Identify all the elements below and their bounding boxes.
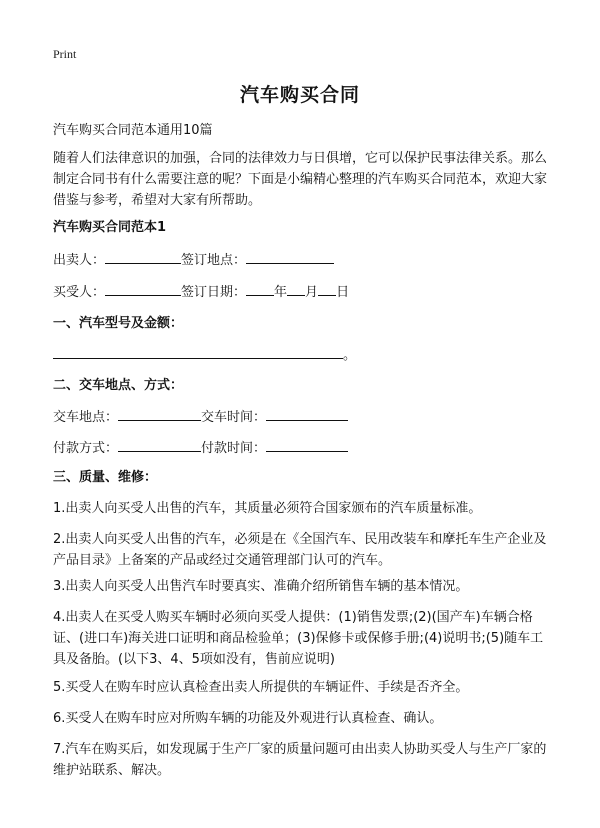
payment-time-blank[interactable] (266, 437, 348, 452)
sample-heading: 汽车购买合同范本1 (53, 220, 167, 235)
seller-row (53, 249, 553, 271)
payment-row (53, 437, 553, 459)
buyer-blank[interactable] (105, 281, 181, 296)
year-blank[interactable] (246, 281, 274, 296)
payment-method-blank[interactable] (118, 437, 201, 452)
list-item: 5.买受人在购车时应认真检查出卖人所提供的车辆证件、手续是否齐全。 (53, 680, 469, 695)
year-label: 年 (274, 285, 288, 300)
list-item: 4.出卖人在买受人购买车辆时必须向买受人提供：(1)销售发票;(2)(国产车)车辆合格证、(进口车)海关进口证明和商品检验单；(3)保修卡或保修手册;(4)说明书;(5)随车工具及备胎。(以下3、4、5项如没有，售前应说明) (53, 610, 544, 667)
doc-subtitle: 汽车购买合同范本通用10篇 (53, 123, 213, 138)
month-blank[interactable] (287, 281, 305, 296)
day-label: 日 (336, 285, 350, 300)
model-amount-blank[interactable] (53, 344, 343, 359)
seller-blank[interactable] (105, 249, 181, 264)
day-blank[interactable] (318, 281, 336, 296)
delivery-place-label: 交车地点： (53, 410, 119, 425)
sign-date-label: 签订日期： (181, 285, 247, 300)
list-item: 7.汽车在购买后，如发现属于生产厂家的质量问题可由出卖人协助买受人与生产厂家的维护站联系、解决。 (53, 742, 547, 778)
page-title: 汽车购买合同 (239, 84, 360, 106)
buyer-row (53, 281, 553, 303)
section-1-heading: 一、汽车型号及金额： (53, 316, 184, 331)
model-amount-row (53, 344, 553, 366)
delivery-time-label: 交车时间： (201, 410, 267, 425)
delivery-time-blank[interactable] (266, 406, 348, 421)
section-2-heading: 二、交车地点、方式： (53, 378, 184, 393)
list-item: 2.出卖人向买受人出售的汽车，必须是在《全国汽车、民用改装车和摩托车生产企业及产品目录》上备案的产品或经过交通管理部门认可的汽车。 (53, 532, 547, 568)
delivery-place-blank[interactable] (118, 406, 201, 421)
print-link[interactable]: Print (53, 47, 77, 61)
period: 。 (343, 348, 357, 363)
list-item: 6.买受人在购车时应对所购车辆的功能及外观进行认真检查、确认。 (53, 711, 443, 726)
seller-label: 出卖人： (53, 253, 106, 268)
list-item: 3.出卖人向买受人出售汽车时要真实、准确介绍所销售车辆的基本情况。 (53, 579, 469, 594)
month-label: 月 (305, 285, 319, 300)
buyer-label: 买受人： (53, 285, 106, 300)
intro-paragraph: 随着人们法律意识的加强，合同的法律效力与日俱增，它可以保护民事法律关系。那么制定合同书有什么需要注意的呢？下面是小编精心整理的汽车购买合同范本，欢迎大家借鉴与参考，希望对大家有所帮助。 (53, 151, 548, 208)
list-item: 1.出卖人向买受人出售的汽车，其质量必须符合国家颁布的汽车质量标准。 (53, 501, 482, 516)
payment-time-label: 付款时间： (201, 441, 267, 456)
delivery-row (53, 406, 553, 428)
payment-method-label: 付款方式： (53, 441, 119, 456)
section-3-heading: 三、质量、维修： (53, 470, 158, 485)
sign-place-blank[interactable] (246, 249, 334, 264)
sign-place-label: 签订地点： (181, 253, 247, 268)
